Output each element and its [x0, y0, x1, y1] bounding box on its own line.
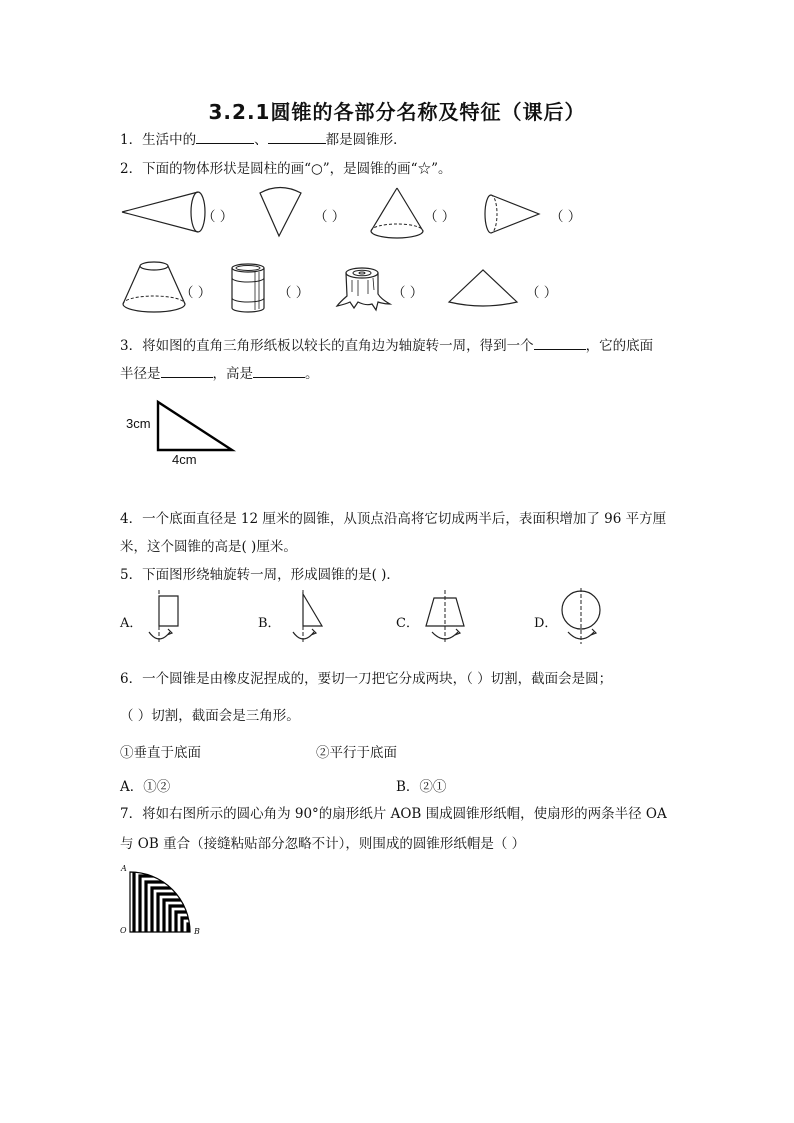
q5-option-a[interactable]: A． — [120, 616, 143, 631]
question-6-line-1: 6．一个圆锥是由橡皮泥捏成的，要切一刀把它分成两块，（ ）切割，截面会是圆； — [120, 671, 613, 687]
sector-label-o: O — [120, 926, 127, 935]
q2-answer-6[interactable]: （ ） — [278, 285, 310, 301]
q6-option-a[interactable]: A．①② — [120, 779, 171, 795]
stump-shape — [336, 266, 392, 312]
q2-answer-8[interactable]: （ ） — [526, 285, 558, 301]
q2-answer-3[interactable]: （ ） — [424, 209, 456, 225]
option-d-circle-axis — [556, 588, 608, 648]
q3-blank-shape[interactable] — [534, 337, 586, 350]
question-3-line-2 — [120, 362, 319, 382]
q3-text-4: ，高是 — [212, 366, 253, 382]
question-6-line-2: （ ）切割，截面会是三角形。 — [120, 708, 300, 724]
q2-answer-5[interactable]: （ ） — [180, 285, 212, 301]
q3-text-1: 3．将如图的直角三角形纸板以较长的直角边为轴旋转一周，得到一个 — [120, 338, 534, 354]
q2-answer-2[interactable]: （ ） — [314, 209, 346, 225]
q5-option-b[interactable]: B． — [258, 616, 281, 631]
cone-lying-shape — [120, 188, 210, 240]
q5-option-c[interactable]: C． — [396, 616, 419, 631]
q3-text-5: 。 — [305, 366, 319, 382]
q2-answer-4[interactable]: （ ） — [550, 209, 582, 225]
question-4-line-2: 米，这个圆锥的高是( )厘米。 — [120, 539, 297, 555]
question-4-line-1: 4．一个底面直径是 12 厘米的圆锥，从顶点沿高将它切成两半后，表面积增加了 96 平方厘 — [120, 511, 667, 527]
q6-option-b[interactable]: B．②① — [396, 779, 447, 795]
q3-blank-radius[interactable] — [161, 365, 213, 378]
option-b-triangle-axis — [284, 588, 330, 648]
question-1 — [120, 128, 407, 148]
q1-text-post: 都是圆锥形． — [325, 132, 407, 148]
option-c-trapezoid-axis — [420, 588, 472, 648]
q3-blank-height[interactable] — [253, 365, 305, 378]
question-5: 5．下面图形绕轴旋转一周，形成圆锥的是( )． — [120, 567, 400, 583]
frustum-shape — [120, 260, 188, 316]
fan-sector-shape — [446, 266, 520, 308]
q3-text-3: 半径是 — [120, 366, 161, 382]
q2-answer-7[interactable]: （ ） — [392, 285, 424, 301]
question-7-line-2: 与 OB 重合（接缝粘贴部分忽略不计），则围成的圆锥形纸帽是（ ） — [120, 836, 526, 852]
page-title: 3.2.1圆锥的各部分名称及特征（课后） — [208, 100, 586, 124]
question-7-line-1: 7．将如右图所示的圆心角为 90°的扇形纸片 AOB 围成圆锥形纸帽，使扇形的两条半径 OA — [120, 806, 667, 822]
question-3-line-1 — [120, 334, 653, 354]
sector-shape — [258, 186, 308, 240]
q6-choice-2: ②平行于底面 — [316, 745, 397, 761]
triangle-width-label: 4cm — [172, 452, 197, 467]
q2-answer-1[interactable]: （ ） — [202, 209, 234, 225]
q6-choice-1: ①垂直于底面 — [120, 745, 201, 761]
right-triangle-shape — [156, 400, 236, 454]
sector-label-a: A — [121, 864, 127, 873]
cone-upright-shape — [368, 186, 426, 244]
option-a-rectangle-axis — [146, 588, 186, 648]
cone-sideways-shape — [484, 192, 544, 238]
q1-text-pre: 1．生活中的 — [120, 132, 197, 148]
sector-label-b: B — [194, 927, 200, 936]
triangle-height-label: 3cm — [126, 416, 151, 431]
q1-blank-2[interactable] — [268, 131, 326, 144]
q5-option-d[interactable]: D． — [534, 616, 558, 631]
q1-blank-1[interactable] — [196, 131, 254, 144]
question-2: 2．下面的物体形状是圆柱的画“○”，是圆锥的画“☆”。 — [120, 161, 452, 177]
can-shape — [228, 262, 272, 316]
q1-text-sep: 、 — [254, 132, 268, 148]
q3-text-2: ，它的底面 — [585, 338, 654, 354]
